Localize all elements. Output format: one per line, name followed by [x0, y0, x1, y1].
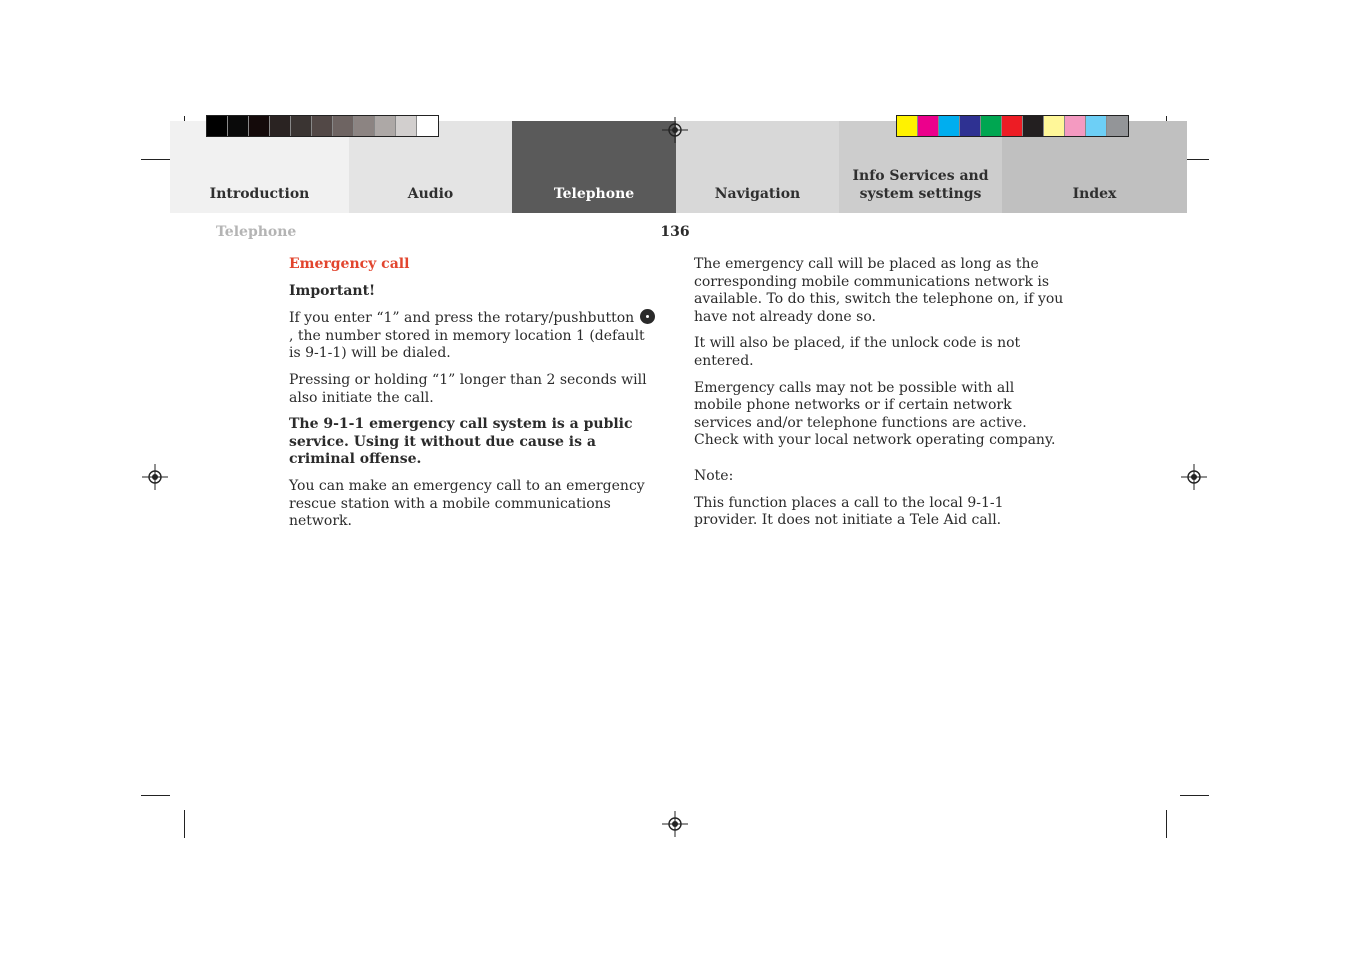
paragraph-unlock: It will also be placed, if the unlock code is not entered. — [694, 335, 1021, 369]
color-swatch — [1086, 116, 1107, 136]
tab-label: Info Services and system settings — [852, 168, 989, 202]
tab-label: Navigation — [714, 186, 801, 202]
registration-mark-icon — [142, 464, 168, 490]
right-column — [694, 256, 1064, 539]
crop-mark-bottom-left-h — [141, 795, 170, 796]
color-swatch — [207, 116, 228, 136]
note-label: Note: — [694, 467, 734, 484]
tab-label: Audio — [407, 186, 454, 202]
color-swatch — [270, 116, 291, 136]
paragraph-dial-text-2: , the number stored in memory location 1 (default is 9-1-1) will be dialed. — [289, 327, 645, 362]
paragraph-dial — [289, 309, 659, 363]
crop-mark-top-left-h — [141, 159, 170, 160]
tab-label: Introduction — [209, 186, 310, 202]
color-swatch — [918, 116, 939, 136]
tab-label: Index — [1072, 186, 1117, 202]
paragraph-limitations: Emergency calls may not be possible with all mobile phone networks or if certain network services and/or telephone functions are active. Check with your local network operating company. — [694, 379, 1056, 449]
section-heading: Emergency call — [289, 256, 410, 272]
registration-mark-icon — [1181, 464, 1207, 490]
color-swatch — [333, 116, 354, 136]
color-swatch — [981, 116, 1002, 136]
paragraph-network: The emergency call will be placed as long as the corresponding mobile communications network is available. To do this, switch the telephone on, if you have not already done so. — [694, 256, 1064, 325]
color-swatch — [396, 116, 417, 136]
color-swatch — [228, 116, 249, 136]
color-swatch — [354, 116, 375, 136]
color-swatch — [1065, 116, 1086, 136]
color-swatch — [1044, 116, 1065, 136]
color-bar — [896, 115, 1129, 137]
important-label: Important! — [289, 282, 376, 299]
color-swatch — [1002, 116, 1023, 136]
tab-navigation[interactable] — [676, 121, 839, 213]
paragraph-hold: Pressing or holding “1” longer than 2 seconds will also initiate the call. — [289, 371, 647, 406]
registration-mark-icon — [662, 117, 688, 143]
running-head: Telephone — [216, 224, 297, 240]
left-column — [289, 256, 659, 540]
warning-text: The 9-1-1 emergency call system is a public service. Using it without due cause is a criminal offense. — [289, 416, 633, 468]
tab-telephone[interactable] — [512, 121, 676, 213]
color-swatch — [375, 116, 396, 136]
crop-mark-bottom-right-v — [1166, 810, 1167, 838]
paragraph-dial-text-1: If you enter “1” and press the rotary/pushbutton — [289, 310, 635, 327]
registration-mark-icon — [662, 811, 688, 837]
color-swatch — [897, 116, 918, 136]
color-swatch — [939, 116, 960, 136]
color-swatch — [291, 116, 312, 136]
color-swatch — [312, 116, 333, 136]
color-swatch — [249, 116, 270, 136]
crop-mark-bottom-left-v — [184, 810, 185, 838]
tab-label: Telephone — [553, 186, 635, 202]
color-swatch — [1023, 116, 1044, 136]
color-swatch — [1107, 116, 1128, 136]
rotary-pushbutton-icon — [640, 309, 655, 324]
color-swatch — [960, 116, 981, 136]
page-number: 136 — [660, 224, 690, 240]
color-swatch — [417, 116, 438, 136]
paragraph-rescue: You can make an emergency call to an emergency rescue station with a mobile communications network. — [289, 477, 645, 530]
note-text: This function places a call to the local 9-1-1 provider. It does not initiate a Tele Aid call. — [694, 494, 1004, 529]
crop-mark-bottom-right-h — [1180, 795, 1209, 796]
grayscale-bar — [206, 115, 439, 137]
